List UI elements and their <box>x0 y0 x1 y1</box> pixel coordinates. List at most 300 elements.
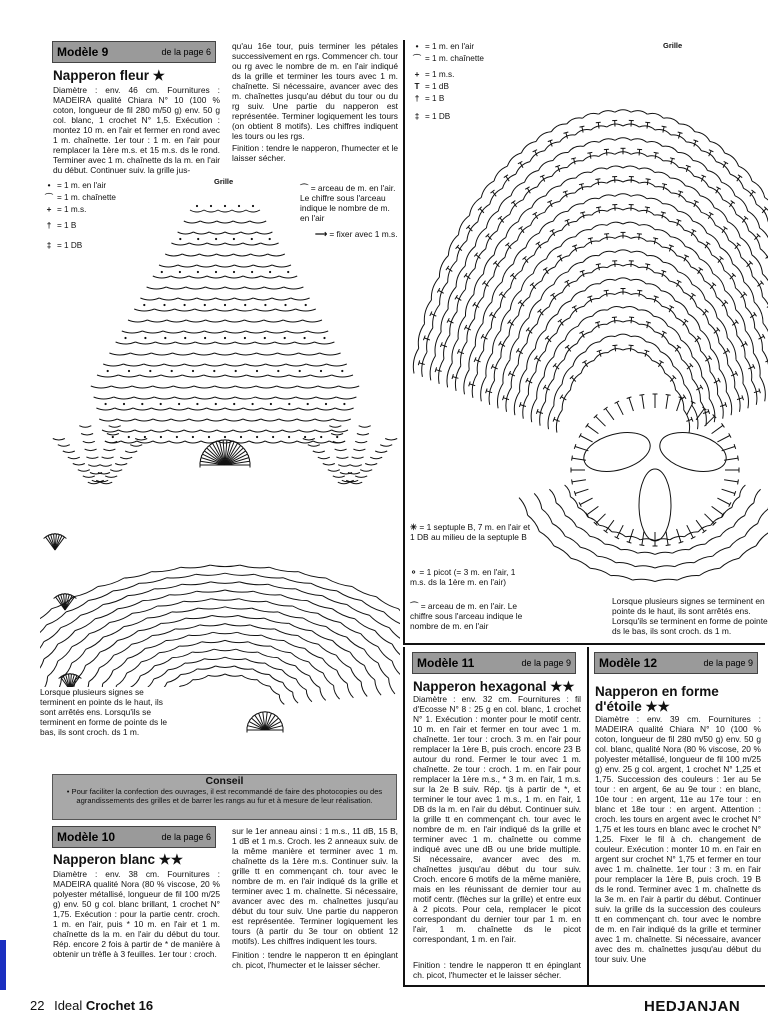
chain-arc <box>688 314 700 330</box>
chain-arc <box>303 320 322 322</box>
chain-arc <box>692 406 698 430</box>
stitch-stroke <box>677 529 681 542</box>
chain-arc <box>568 262 583 272</box>
chain-arc <box>296 589 323 596</box>
chain-arc <box>118 631 139 641</box>
stitch-stroke <box>642 395 644 409</box>
stitch-bar <box>661 212 666 213</box>
chain-arc <box>159 265 178 267</box>
chain-arc <box>244 320 263 322</box>
chain-arc <box>389 678 395 694</box>
chain-arc <box>542 509 553 524</box>
chain-arc <box>121 441 137 443</box>
chain-arc <box>118 375 139 377</box>
chain-dot <box>160 403 162 405</box>
chain-arc <box>635 566 655 568</box>
chain-arc <box>184 364 204 366</box>
chain-arc <box>40 609 52 623</box>
picot-note <box>410 567 532 587</box>
chain-arc <box>182 582 211 585</box>
chain-arc <box>208 674 225 676</box>
chain-arc <box>200 221 217 223</box>
chain-arc <box>161 618 186 623</box>
chain-arc <box>205 287 225 289</box>
chain-arc <box>552 168 567 177</box>
section-divider <box>403 985 765 987</box>
chain-arc <box>494 166 507 181</box>
chain-arc <box>677 256 691 267</box>
trefoil-leaf <box>639 469 671 541</box>
chain-arc <box>225 287 245 289</box>
conseil-box <box>52 774 397 820</box>
chain-arc <box>333 419 351 421</box>
chain-arc <box>166 287 186 289</box>
chain-arc <box>732 497 740 508</box>
chain-arc <box>722 508 732 518</box>
chain-dot <box>179 238 181 240</box>
modele9-crochet-diagram <box>40 190 400 760</box>
chain-arc <box>313 451 325 453</box>
chain-arc <box>536 132 551 142</box>
half-double-crochet-icon: T <box>414 82 420 91</box>
chain-arc <box>155 342 175 344</box>
chain-arc <box>193 232 209 234</box>
chain-dot <box>224 205 226 207</box>
chain-arc <box>225 243 243 245</box>
chain-arc <box>320 353 341 355</box>
chain-arc <box>583 198 599 204</box>
chain-arc <box>248 642 270 646</box>
chain-arc <box>47 612 67 625</box>
chain-arc <box>734 516 745 527</box>
chain-arc <box>448 235 458 256</box>
chain-arc <box>481 377 486 402</box>
chain-arc <box>256 386 277 388</box>
chain-dot <box>343 403 345 405</box>
stitch-bar <box>446 266 449 270</box>
chain-arc <box>275 309 295 311</box>
stitch-stroke <box>655 153 656 159</box>
chain-arc <box>553 211 568 221</box>
chain-arc <box>727 338 736 360</box>
chain-arc <box>297 441 313 443</box>
chain-arc <box>240 565 270 568</box>
stitch-bar <box>418 360 419 365</box>
chain-arc <box>130 353 151 355</box>
chain-dot <box>128 370 130 372</box>
chain-arc <box>173 386 194 388</box>
modele11-finition: Finition : tendre le napperon tt en épinglant ch. picot, l'humecter et le laisser sécher. <box>413 960 581 980</box>
chain-arc <box>621 549 638 553</box>
stitch-bar <box>604 290 609 291</box>
chain-arc <box>142 331 163 333</box>
chain-arc <box>189 276 207 278</box>
chain-arc <box>225 364 245 366</box>
chain-arc <box>533 259 546 274</box>
chain-arc <box>232 210 246 212</box>
chain-dot <box>224 436 226 438</box>
chain-arc <box>584 141 600 146</box>
modele10-page-ref: de la page 6 <box>161 832 211 842</box>
chain-arc <box>514 248 526 264</box>
stitch-stroke <box>712 506 723 514</box>
chain-arc <box>72 634 89 647</box>
chain-arc <box>336 457 348 459</box>
chain-arc <box>720 558 739 568</box>
chain-arc <box>762 350 768 373</box>
chain-arc <box>333 641 351 653</box>
chain-arc <box>233 221 250 223</box>
chain-arc <box>740 485 746 497</box>
chain-dot <box>107 370 109 372</box>
chain-arc <box>332 430 348 432</box>
chain-arc <box>306 364 326 366</box>
column-divider <box>403 647 405 987</box>
chain-arc <box>677 576 699 581</box>
chain-arc <box>692 357 702 377</box>
chain-arc <box>185 441 201 443</box>
chain-arc <box>154 584 182 589</box>
chain-arc <box>355 441 367 443</box>
stitch-bar <box>639 545 644 546</box>
chain-arc <box>218 210 232 212</box>
chain-arc <box>254 574 283 578</box>
stitch-stroke <box>722 489 735 493</box>
stitch-bar <box>560 395 563 399</box>
chain-arc <box>347 684 353 698</box>
chain-arc <box>215 353 236 355</box>
chain-arc <box>255 309 275 311</box>
modele9-grille-label: Grille <box>214 177 234 186</box>
chain-arc <box>375 631 392 645</box>
stitch-bar <box>612 317 617 318</box>
chain-arc <box>311 583 337 591</box>
stitch-stroke <box>607 234 608 240</box>
chain-arc <box>668 326 681 340</box>
chain-arc <box>127 662 141 673</box>
chain-arc <box>456 266 465 287</box>
chain-arc <box>113 658 127 670</box>
chain-arc <box>293 692 298 703</box>
chain-arc <box>168 430 184 432</box>
chain-arc <box>573 352 586 366</box>
stitch-bar <box>754 312 757 316</box>
chain-arc <box>249 441 265 443</box>
chain-arc <box>88 465 100 467</box>
chain-dot <box>256 436 258 438</box>
chain-arc <box>483 302 492 323</box>
stitch-stroke <box>663 184 664 190</box>
chain-arc <box>225 624 250 626</box>
chain-arc <box>159 298 178 300</box>
chain-arc <box>623 222 639 225</box>
modele12-title: Napperon en forme d'étoile ★★ <box>595 684 719 714</box>
chain-dot <box>197 238 199 240</box>
chain-arc <box>743 383 749 408</box>
chain-arc <box>571 373 582 390</box>
modele12-corner-note: Lorsque plusieurs signes se terminent en pointe ds le haut, ils sont arrêtés ens. Lorsqu'ils se terminent en forme de pointe ds le bas, ils sont croch. ds 1 m. <box>612 596 768 636</box>
chain-arc <box>299 430 315 432</box>
chain-dot <box>288 436 290 438</box>
chain-arc <box>266 331 287 333</box>
double-crochet-icon: † <box>46 221 52 230</box>
chain-arc <box>239 582 268 585</box>
chain-arc <box>599 139 615 143</box>
chain-arc <box>739 546 756 558</box>
stitch-stroke <box>599 207 600 213</box>
chain-arc <box>506 222 519 238</box>
chain-arc <box>341 623 361 634</box>
stitch-bar <box>558 319 562 322</box>
chain-arc <box>297 419 315 421</box>
chain-arc <box>555 256 569 267</box>
chain-arc <box>233 430 249 432</box>
slip-stitch-icon: ⌒ <box>44 193 54 202</box>
chain-arc <box>225 232 241 234</box>
chain-arc <box>110 470 122 472</box>
chain-arc <box>318 457 330 459</box>
chain-arc <box>662 247 677 256</box>
chain-arc <box>124 364 144 366</box>
chain-arc <box>225 375 246 377</box>
chain-arc <box>210 565 240 567</box>
chain-arc <box>81 605 104 616</box>
stitch-stroke <box>596 416 606 426</box>
chain-arc <box>83 441 95 443</box>
stitch-bar <box>637 290 642 291</box>
chain-arc <box>518 208 531 222</box>
chain-arc <box>361 682 367 697</box>
chain-arc <box>102 457 114 459</box>
chain-arc <box>338 465 350 467</box>
stitch-bar <box>595 322 600 323</box>
chain-arc <box>655 332 669 344</box>
chain-dot <box>196 403 198 405</box>
stitch-stroke <box>598 123 599 129</box>
chain-arc <box>498 383 504 408</box>
chain-arc <box>691 267 704 281</box>
chain-arc <box>633 579 655 581</box>
chain-arc <box>100 465 112 467</box>
chain-arc <box>389 628 400 642</box>
chain-arc <box>511 271 522 289</box>
chain-arc <box>308 445 320 447</box>
chain-arc <box>194 353 215 355</box>
stitch-bar <box>464 273 467 277</box>
chain-arc <box>118 601 143 609</box>
chain-arc <box>161 375 182 377</box>
chain-arc <box>154 670 168 679</box>
chain-arc <box>313 441 329 443</box>
chain-dot <box>307 403 309 405</box>
chain-arc <box>570 497 578 508</box>
modele9-text-col1: Diamètre : env. 46 cm. Fournitures : MADEIRA qualité Chiara N° 10 (100 % coton, longueur de fil 280 m/50 g) env. 50 g col. blanc, 1 crochet N° 1,5. Exécution : montez 10 m. en l'air et fermer en rond avec 1 m. chaînette. 1er tour : 1 m. en l'air pour remplacer la 1ère m.s. et 15 m.s. ds le rond. Terminer avec 1 m. chaînette ds la m. en l'air du début. Continuer suiv. la grille jus- <box>53 85 220 175</box>
stitch-bar <box>604 234 609 235</box>
chain-arc <box>539 161 554 171</box>
chain-arc <box>730 174 743 188</box>
chain-arc <box>194 386 215 388</box>
chain-arc <box>44 628 61 642</box>
chain-dot <box>240 436 242 438</box>
chain-arc <box>103 670 113 683</box>
chain-dot <box>264 337 266 339</box>
chain-arc <box>554 384 562 405</box>
septuple-note <box>410 522 532 542</box>
chain-arc <box>700 330 710 349</box>
chain-arc <box>670 178 685 186</box>
chain-arc <box>357 434 369 436</box>
chain-arc <box>670 237 685 247</box>
chain-arc <box>600 336 615 342</box>
chain-arc <box>655 172 671 178</box>
chain-arc <box>662 146 677 152</box>
chain-arc <box>296 309 316 311</box>
chain-arc <box>717 318 727 338</box>
stitch-bar <box>706 242 710 245</box>
chain-arc <box>195 309 215 311</box>
chain-dot <box>184 304 186 306</box>
chain-arc <box>75 619 95 631</box>
chain-arc <box>130 445 142 447</box>
chain-arc <box>337 670 347 683</box>
chain-arc <box>190 210 204 212</box>
legend-item: = 1 DB <box>425 112 451 121</box>
chain-arc <box>261 419 279 421</box>
chain-arc <box>542 267 555 281</box>
stitch-bar <box>731 201 735 204</box>
chain-arc <box>413 348 418 373</box>
chain-arc <box>567 118 583 124</box>
chain-arc <box>145 641 166 649</box>
chain-arc <box>745 503 754 516</box>
chain-arc <box>147 612 172 618</box>
chain-arc <box>554 546 571 558</box>
stitch-bar <box>653 238 658 239</box>
chain-arc <box>639 225 655 230</box>
chain-arc <box>270 686 279 695</box>
chain-arc <box>297 386 318 388</box>
chain-arc <box>631 139 647 143</box>
chain-arc <box>215 386 236 388</box>
chain-arc <box>44 644 58 659</box>
modele11-text: Diamètre : env. 32 cm. Fournitures : fil d'Ecosse N° 8 : 25 g en col. blanc, 1 crochet N° 1. Exécution : monter pour le motif centr. 10 m. en l'air et fermer en tour avec 1 m. chaînette. 1er tour : croch. 3 m. en l'air pour remplacer la 1ère B, puis croch. encore 23 B autour du rond. Fermer le tour avec 1 m. chaînette. 2e tour : croch. 1 m. en l'air pour remplacer la 1ère m.s., * 3 m. en l'air, 1 m.s. sur la 2e B suiv. Rép. tjs à partir de *, et terminer le tour avec 1 m.s., 1 m. en l'air, 1 DB ds la m. en l'air du début. Continuer suiv. la grille tt en commençant ch. tour avec le nombre de m. en l'air indiqué ds la grille et terminer avec 1 m. chaînette ou comme indiqué avec une dB ou une bride multiple. Si nécessaire, avancer avec des m. chaînettes jusqu'au début du tour suiv. Croch. encore 6 motifs de la même manière, mais en les réunissant de dernier tour au motif centr. (flèches sur la grille) et entre eux à 2 picots. Pour cela, remplacer le picot correspondant du dernier tour par 1 m. en l'air, 1 m. chaînette ds le picot correspondant, 1 m. en l'air. <box>413 694 581 944</box>
stitch-stroke <box>666 395 668 409</box>
chain-arc <box>350 465 362 467</box>
chain-arc <box>347 605 370 616</box>
trefoil-leaf <box>655 426 730 478</box>
chain-arc <box>189 419 207 421</box>
chain-arc <box>577 332 591 344</box>
chain-arc <box>361 634 378 647</box>
chain-arc <box>184 331 205 333</box>
chain-arc <box>380 445 392 447</box>
chain-arc <box>88 482 100 484</box>
stitch-stroke <box>617 525 623 538</box>
chain-arc <box>350 482 362 484</box>
stitch-bar <box>273 714 277 717</box>
chain-arc <box>155 658 173 666</box>
chain-arc <box>140 666 154 676</box>
chain-arc <box>280 408 298 410</box>
chain-dot <box>178 403 180 405</box>
chain-arc <box>519 498 528 516</box>
chain-arc <box>262 408 280 410</box>
chain-arc <box>246 210 260 212</box>
chain-arc <box>282 430 298 432</box>
legend-item: = 1 B <box>425 94 445 103</box>
stitch-stroke <box>582 127 583 133</box>
chain-arc <box>329 426 341 428</box>
chain-dot <box>238 205 240 207</box>
chain-arc <box>646 284 661 291</box>
signature: HEDJANJAN <box>644 998 741 1015</box>
chain-arc <box>81 434 93 436</box>
chain-dot <box>233 271 235 273</box>
chain-dot <box>251 271 253 273</box>
chain-arc <box>268 375 289 377</box>
chain-arc <box>278 612 303 618</box>
chain-arc <box>654 316 668 326</box>
chain-arc <box>530 151 545 162</box>
chain-arc <box>286 364 306 366</box>
chain-arc <box>257 353 278 355</box>
chain-arc <box>607 166 623 169</box>
stitch-bar <box>629 345 634 346</box>
treble-crochet-icon: ‡ <box>46 241 52 250</box>
chain-arc <box>281 595 308 601</box>
chain-arc <box>58 647 72 661</box>
stitch-stroke <box>724 480 738 482</box>
chain-arc <box>40 659 44 675</box>
chain-arc <box>670 536 685 539</box>
chain-arc <box>238 616 264 619</box>
chain-arc <box>525 171 539 183</box>
chain-arc <box>209 232 225 234</box>
chain-arc <box>317 408 335 410</box>
chain-arc <box>616 563 635 567</box>
stitch-bar <box>586 423 589 427</box>
chain-arc <box>236 353 257 355</box>
chain-arc <box>265 441 281 443</box>
chain-arc <box>299 408 317 410</box>
chain-arc <box>551 124 567 132</box>
chain-dot <box>272 436 274 438</box>
chain-arc <box>599 111 615 115</box>
chain-arc <box>107 434 119 436</box>
chain-arc <box>332 609 355 619</box>
legend-item: = 1 DB <box>57 241 83 250</box>
chain-arc <box>98 578 124 587</box>
chain-arc <box>561 237 576 247</box>
modele9-title: Napperon fleur ★ <box>53 68 165 83</box>
legend-item: = 1 m.s. <box>425 70 455 79</box>
stitch-stroke <box>580 498 592 504</box>
chain-arc <box>189 632 213 635</box>
chain-dot <box>215 238 217 240</box>
chain-arc <box>475 323 483 346</box>
chain-arc <box>295 342 315 344</box>
chain-arc <box>99 655 113 668</box>
stitch-bar <box>571 158 576 159</box>
column-divider <box>403 40 405 644</box>
chain-arc <box>318 386 339 388</box>
modele10-label: Modèle 10 <box>57 830 116 844</box>
chain-arc <box>725 291 736 310</box>
chain-arc <box>178 265 197 267</box>
chain-arc <box>355 619 375 631</box>
chain-dot <box>305 304 307 306</box>
chain-arc <box>197 666 215 669</box>
